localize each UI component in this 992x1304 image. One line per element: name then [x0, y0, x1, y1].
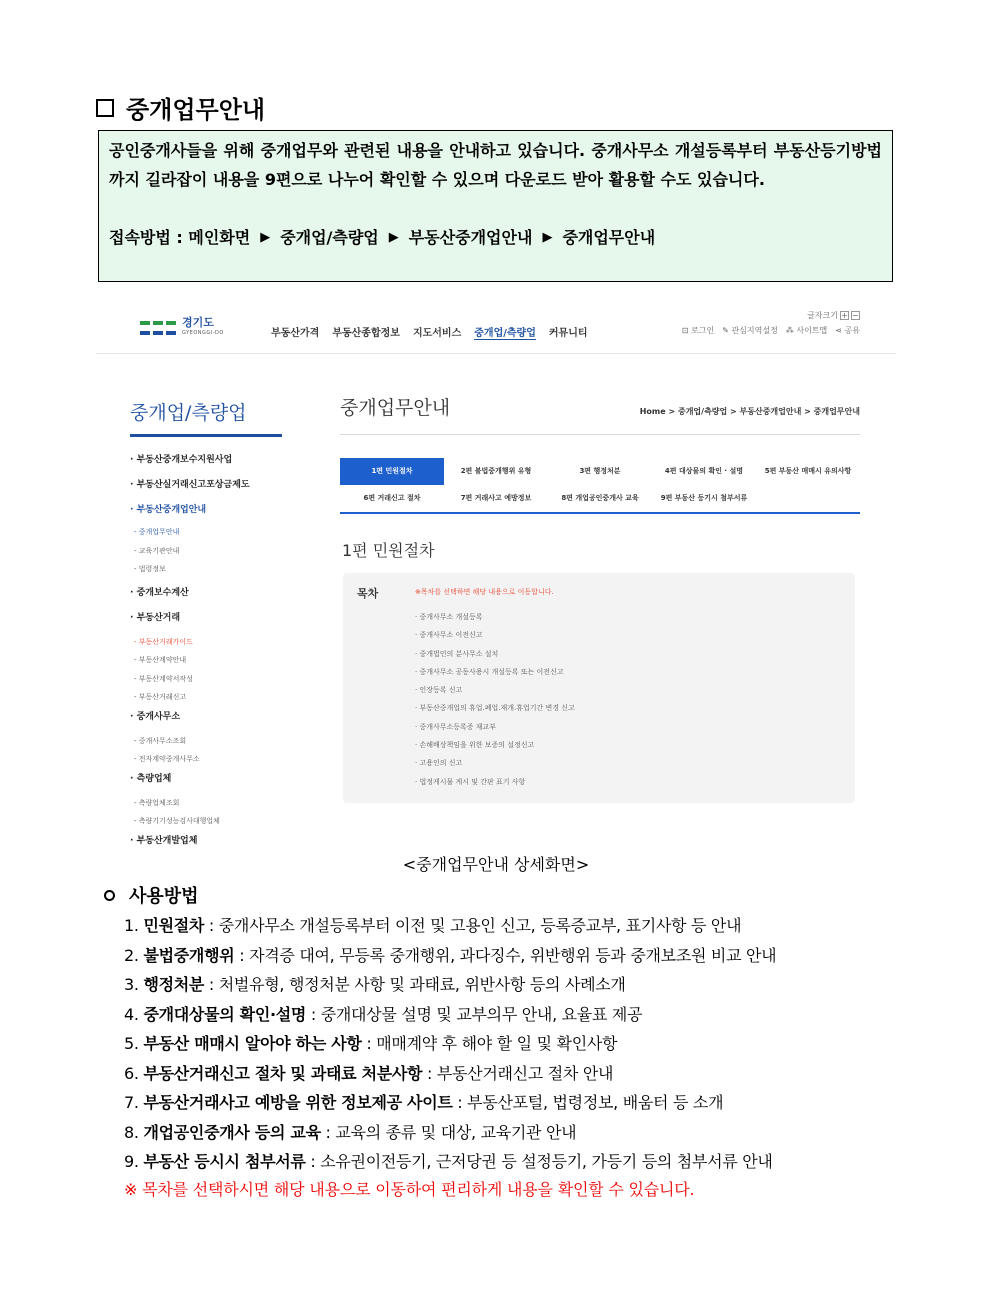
side-item[interactable]: · 부동산거래 [130, 612, 181, 623]
minus-icon[interactable]: − [852, 311, 859, 320]
lnb-divider [130, 434, 282, 437]
toc-item[interactable]: · 부동산중개업의 휴업.폐업.재개.휴업기간 변경 신고 [415, 702, 575, 720]
path-label: 접속방법 : 메인화면 [109, 228, 251, 247]
triangle-right-icon: ▶ [260, 230, 271, 245]
menu-item[interactable]: 부동산종합정보 [332, 328, 400, 339]
circle-bullet-icon [104, 890, 115, 901]
tabs-underline [340, 512, 860, 514]
website-screenshot [96, 298, 896, 858]
tab-chapter-2[interactable]: 2편 불법중개행위 유형 [460, 467, 532, 475]
remark-note: ※ 목차를 선택하시면 해당 내용으로 이동하여 편리하게 내용을 확인할 수 있습니다. [124, 1180, 695, 1199]
main-menu [271, 324, 588, 340]
tab-chapter-9[interactable]: 9편 부동산 등기시 첨부서류 [660, 494, 748, 502]
side-subitem[interactable]: - 전자계약중개사무소 [134, 755, 200, 763]
plus-icon[interactable]: + [841, 311, 848, 320]
logo-name: 경기도 [182, 316, 214, 329]
side-subitem[interactable]: - 부동산계약안내 [134, 656, 187, 664]
side-subitem-highlight[interactable]: - 부동산거래가이드 [134, 637, 193, 646]
toc-list [415, 611, 575, 794]
toc-item[interactable]: · 중개사무소 이전신고 [415, 629, 575, 647]
logo[interactable] [140, 318, 224, 338]
checkbox-square-icon [96, 99, 114, 117]
toc-item[interactable]: · 인장등록 신고 [415, 684, 575, 702]
usage-title: 사용방법 [129, 886, 199, 907]
toc-box [343, 573, 855, 803]
breadcrumb: Home > 중개업/측량업 > 부동산중개업안내 > 중개업무안내 [639, 407, 860, 416]
list-item: 3. 행정처분 : 처벌유형, 행정처분 사항 및 과태료, 위반사항 등의 사례소개 [124, 975, 626, 994]
list-item: 5. 부동산 매매시 알아야 하는 사항 : 매매계약 후 해야 할 일 및 확인사항 [124, 1034, 618, 1053]
font-size-control [807, 310, 860, 321]
usage-list [124, 912, 900, 1178]
font-size-label: 글자크기 [807, 311, 838, 320]
tab-chapter-5[interactable]: 5편 부동산 매매시 유의사항 [764, 467, 852, 475]
triangle-right-icon: ▶ [542, 230, 553, 245]
path-step-3: 중개업무안내 [562, 228, 656, 247]
toc-item[interactable]: · 고용인의 신고 [415, 757, 575, 775]
list-item: 9. 부동산 등시시 첨부서류 : 소유권이전등기, 근저당권 등 설정등기, 가등기 등의 첨부서류 안내 [124, 1152, 773, 1171]
list-item: 4. 중개대상물의 확인·설명 : 중개대상물 설명 및 교부의무 안내, 요율표 제공 [124, 1004, 643, 1024]
tab-chapter-6[interactable]: 6편 거래신고 절차 [363, 494, 421, 502]
usage-heading [104, 882, 199, 908]
side-subitem[interactable]: - 측량업체조회 [134, 798, 180, 807]
side-subitem[interactable]: - 부동산거래신고 [134, 693, 187, 701]
list-item: 2. 불법중개행위 : 자격증 대여, 무등록 중개행위, 과다징수, 위반행위 등과 중개보조원 비교 안내 [124, 945, 777, 965]
toc-item[interactable]: · 중개사무소등록증 재교부 [415, 721, 575, 739]
section-title: 중개업무안내 [126, 96, 266, 124]
side-subitem[interactable]: - 부동산계약서작성 [134, 674, 193, 683]
path-step-2: 부동산중개업안내 [408, 228, 533, 247]
page-title: 중개업무안내 [340, 397, 451, 419]
top-navigation [96, 298, 896, 354]
access-path [109, 223, 882, 252]
path-step-1: 중개업/측량업 [280, 228, 379, 247]
toc-item[interactable]: · 중개사무소 개설등록 [415, 611, 575, 629]
toc-item[interactable]: · 중개법인의 분사무소 설치 [415, 648, 575, 666]
toc-item[interactable]: · 손해배상책임을 위한 보증의 설정신고 [415, 739, 575, 757]
toc-note: ※목차를 선택하면 해당 내용으로 이동합니다. [415, 588, 554, 596]
intro-box [98, 130, 893, 282]
side-item[interactable]: · 중개사무소 [130, 711, 181, 722]
side-item[interactable]: · 중개보수계산 [130, 587, 189, 598]
side-item[interactable]: · 부동산중개보수지원사업 [130, 455, 233, 465]
logo-sub: GYEONGGI-DO [182, 330, 224, 336]
login-link[interactable]: ⊡ 로그인 [681, 326, 715, 335]
tab-chapter-4[interactable]: 4편 대상물의 확인 · 설명 [664, 467, 744, 475]
list-item: 7. 부동산거래사고 예방을 위한 정보제공 사이트 : 부동산포털, 법령정보, 배움터 등 소개 [124, 1093, 724, 1112]
menu-item-active[interactable]: 중개업/측량업 [474, 324, 536, 340]
share-link[interactable]: ⋖ 공유 [835, 326, 860, 335]
side-item[interactable]: · 측량업체 [130, 773, 172, 784]
interest-area-link[interactable]: ✎ 관심지역설정 [722, 326, 778, 335]
side-subitem-active[interactable]: - 중개업무안내 [134, 528, 180, 536]
side-item-active[interactable]: · 부동산중개업안내 [130, 505, 207, 515]
tab-chapter-3[interactable]: 3편 행정처분 [579, 467, 621, 475]
list-item: 6. 부동산거래신고 절차 및 과태료 처분사항 : 부동산거래신고 절차 안내 [124, 1063, 614, 1083]
chapter-heading: 1편 민원절차 [342, 541, 435, 560]
side-subitem[interactable]: - 측량기기성능검사대행업체 [134, 817, 220, 825]
side-item[interactable]: · 부동산실거래신고포상금제도 [130, 480, 250, 490]
chapter-tabs [340, 458, 860, 514]
gyeonggi-logo-icon [140, 321, 176, 335]
toc-label: 목차 [357, 587, 379, 600]
figure-caption: <중개업무안내 상세화면> [402, 855, 590, 874]
side-subitem[interactable]: - 교육기관안내 [134, 546, 180, 555]
title-divider [340, 434, 860, 435]
tab-chapter-8[interactable]: 8편 개업공인중개사 교육 [561, 494, 639, 502]
menu-item[interactable]: 지도서비스 [412, 328, 462, 339]
menu-item[interactable]: 커뮤니티 [548, 328, 588, 339]
toc-item[interactable]: · 중개사무소 공동사용시 개설등록 또는 이전신고 [415, 666, 575, 684]
side-subitem[interactable]: - 법령정보 [134, 565, 166, 573]
side-subitem[interactable]: - 중개사무소조회 [134, 736, 187, 745]
utility-links [682, 325, 860, 336]
side-menu [130, 453, 290, 858]
side-item[interactable]: · 부동산개발업체 [130, 835, 198, 846]
triangle-right-icon: ▶ [388, 230, 399, 245]
tab-chapter-1[interactable]: 1편 민원절차 [340, 458, 444, 485]
list-item: 8. 개업공인중개사 등의 교육 : 교육의 종류 및 대상, 교육기관 안내 [124, 1122, 577, 1142]
sitemap-link[interactable]: ⁂ 사이트맵 [785, 326, 828, 335]
toc-item[interactable]: · 법정게시물 게시 및 간판 표기 사항 [415, 776, 575, 794]
section-heading [96, 90, 265, 125]
lnb-title: 중개업/측량업 [130, 402, 247, 424]
tab-chapter-7[interactable]: 7편 거래사고 예방정보 [460, 494, 532, 502]
menu-item[interactable]: 부동산가격 [271, 328, 320, 339]
intro-text: 공인중개사들을 위해 중개업무와 관련된 내용을 안내하고 있습니다. 중개사무소 개설등록부터 부동산등기방법 까지 길라잡이 내용을 9편으로 나누어 확인할 수 있으며 다운로드 받아 활용할 수도 있습니다. [109, 141, 882, 189]
list-item: 1. 민원절차 : 중개사무소 개설등록부터 이전 및 고용인 신고, 등록증교부, 표기사항 등 안내 [124, 916, 742, 935]
